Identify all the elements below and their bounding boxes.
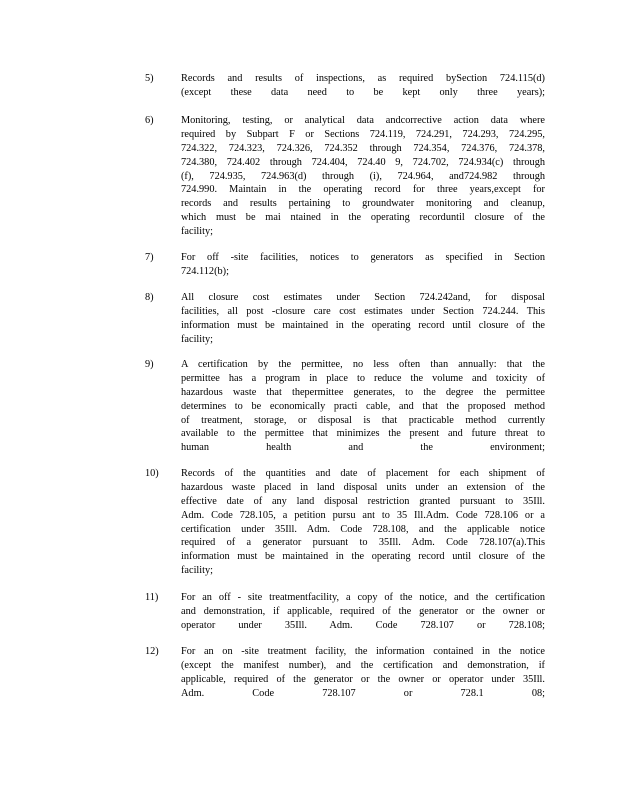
text-line: effective date of any land disposal restriction granted pursuant to 35Ill. (181, 495, 545, 507)
item-number: 7) (145, 252, 154, 263)
text-line: 724.112(b); (181, 265, 229, 277)
text-line: A certification by the permittee, no less often than annually: that the (181, 359, 545, 370)
text-line: facility; (181, 226, 214, 238)
text-line: information must be maintained in the operating record until closure of the (181, 551, 545, 563)
text-line: 724.322, 724.323, 724.326, 724.352 through 724.354, 724.376, 724.378, (181, 142, 545, 154)
text-line: (except the manifest number), and the certification and demonstration, if (181, 659, 545, 671)
text-line: For an on -site treatment facility, the information contained in the notice (181, 646, 545, 657)
text-line: of treatment, storage, or disposal is that practicable method currently (181, 414, 545, 426)
text-line: required by Subpart F or Sections 724.119, 724.291, 724.293, 724.295, (181, 128, 545, 140)
item-text (181, 251, 545, 279)
item-text (181, 591, 545, 633)
item-text (181, 358, 545, 455)
text-line: facility; (181, 565, 214, 577)
text-line: which must be mai ntained in the operating recorduntil closure of the (181, 212, 545, 224)
text-line: human health and the environment; (181, 442, 545, 454)
text-line: permittee has a program in place to reduce the volume and toxicity of (181, 372, 545, 384)
item-text (181, 114, 545, 239)
text-line: certification under 35Ill. Adm. Code 728.108, and the applicable notice (181, 523, 545, 535)
text-line: 724.990. Maintain in the operating record for three years,except for (181, 184, 545, 196)
item-number: 12) (145, 646, 159, 657)
text-line: records and results pertaining to groundwater monitoring and cleanup, (181, 198, 545, 210)
text-line: applicable, required of the generator or the owner or operator under 35Ill. (181, 673, 545, 685)
text-line: (f), 724.935, 724.963(d) through (i), 724.964, and724.982 through (181, 170, 545, 182)
text-line: Records and results of inspections, as required bySection 724.115(d) (181, 73, 545, 84)
item-number: 8) (145, 292, 154, 303)
item-number: 11) (145, 592, 159, 603)
item-text (181, 72, 545, 100)
text-line: required of a generator pursuant to 35Ill. Adm. Code 728.107(a).This (181, 537, 545, 549)
item-text (181, 467, 545, 578)
text-line: available to the permittee that minimizes the present and future threat to (181, 428, 545, 440)
text-line: (except these data need to be kept only three years); (181, 86, 545, 98)
text-line: information must be maintained in the operating record until closure of the (181, 319, 545, 331)
text-line: Monitoring, testing, or analytical data andcorrective action data where (181, 115, 545, 126)
item-number: 5) (145, 73, 154, 84)
item-text (181, 645, 545, 701)
text-line: determines to be economically practi cable, and that the proposed method (181, 400, 545, 412)
item-number: 9) (145, 359, 154, 370)
text-line: All closure cost estimates under Section 724.242and, for disposal (181, 292, 545, 303)
text-line: Adm. Code 728.105, a petition pursu ant to 35 Ill.Adm. Code 728.106 or a (181, 509, 545, 521)
text-line: hazardous waste that thepermittee generates, to the degree the permittee (181, 386, 545, 398)
text-line: 724.380, 724.402 through 724.404, 724.40 9, 724.702, 724.934(c) through (181, 156, 545, 168)
text-line: facility; (181, 333, 214, 345)
text-line: and demonstration, if applicable, required of the generator or the owner or (181, 605, 545, 617)
text-line: Records of the quantities and date of placement for each shipment of (181, 468, 545, 479)
text-line: For an off - site treatmentfacility, a copy of the notice, and the certification (181, 592, 545, 603)
item-number: 6) (145, 115, 154, 126)
text-line: facilities, all post -closure care cost estimates under Section 724.244. This (181, 305, 545, 317)
item-text (181, 291, 545, 347)
text-line: operator under 35Ill. Adm. Code 728.107 or 728.108; (181, 619, 545, 631)
text-line: For off -site facilities, notices to generators as specified in Section (181, 252, 545, 263)
text-line: hazardous waste placed in land disposal units under an extension of the (181, 481, 545, 493)
text-line: Adm. Code 728.107 or 728.1 08; (181, 687, 545, 699)
item-number: 10) (145, 468, 159, 479)
